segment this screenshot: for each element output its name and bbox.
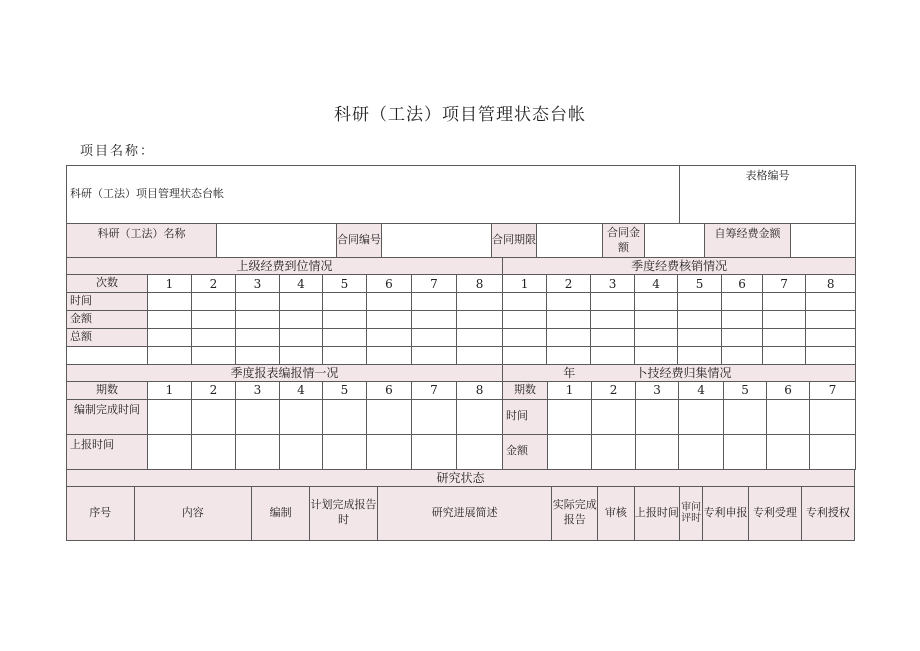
cell[interactable] — [280, 329, 323, 347]
cell[interactable] — [280, 434, 323, 469]
upper-col-number: 5 — [323, 275, 367, 293]
quarterly-report-title: 季度报表编报情一况 — [67, 365, 503, 382]
cell[interactable] — [503, 293, 547, 311]
cell[interactable] — [767, 434, 810, 469]
collect-col-number: 2 — [592, 382, 636, 399]
cell[interactable] — [367, 329, 412, 347]
cell[interactable] — [367, 434, 412, 469]
collect-title: 卜技经费归集情况 — [636, 365, 856, 382]
report-col-number: 7 — [412, 382, 457, 399]
info-table — [66, 223, 856, 258]
cell[interactable] — [192, 399, 236, 434]
cell[interactable] — [591, 347, 635, 365]
collect-time-label: 时间 — [503, 399, 548, 434]
collect-period-label: 期数 — [503, 382, 548, 399]
status-col-header: 上报时间 — [634, 486, 680, 540]
upper-col-number: 1 — [148, 275, 192, 293]
ledger-title-cell: 科研（工法）项目管理状态台帐 — [67, 166, 680, 224]
cell[interactable] — [591, 329, 635, 347]
cell[interactable] — [412, 311, 457, 329]
cell[interactable] — [367, 399, 412, 434]
upper-funding-title: 上级经费到位情况 — [67, 258, 503, 275]
collect-title-year: 年 — [503, 365, 636, 382]
cell[interactable] — [678, 293, 722, 311]
row-label-time: 时间 — [67, 293, 148, 311]
quarterly-col-number: 8 — [806, 275, 856, 293]
cell[interactable] — [547, 311, 591, 329]
cell[interactable] — [323, 293, 367, 311]
upper-col-number: 8 — [457, 275, 503, 293]
cell[interactable] — [636, 399, 679, 434]
cell[interactable] — [192, 347, 236, 365]
upper-col-number: 6 — [367, 275, 412, 293]
cell[interactable] — [678, 311, 722, 329]
cell[interactable] — [280, 293, 323, 311]
reports-table — [66, 364, 856, 469]
page-title: 科研（工法）项目管理状态台帐 — [334, 105, 586, 125]
cell[interactable] — [367, 293, 412, 311]
quarterly-col-number: 1 — [503, 275, 547, 293]
upper-col-number: 3 — [236, 275, 280, 293]
cell[interactable] — [280, 399, 323, 434]
cell[interactable] — [323, 311, 367, 329]
report-col-number: 4 — [280, 382, 323, 399]
collect-col-number: 3 — [636, 382, 679, 399]
cell[interactable] — [810, 399, 856, 434]
ledger-sheet — [66, 165, 855, 541]
contract-period-label: 合同期限 — [492, 224, 537, 258]
status-col-header: 专利授权 — [801, 486, 854, 540]
cell[interactable] — [635, 347, 678, 365]
cell[interactable] — [367, 347, 412, 365]
cell[interactable] — [763, 329, 806, 347]
cell[interactable] — [806, 347, 856, 365]
cell[interactable] — [236, 399, 280, 434]
status-col-header: 研究进展简述 — [377, 486, 552, 540]
cell[interactable] — [678, 347, 722, 365]
cell[interactable] — [412, 347, 457, 365]
project-name-label-cell: 科研（工法）名称 — [67, 224, 217, 258]
cell[interactable] — [503, 347, 547, 365]
cell[interactable] — [148, 329, 192, 347]
completion-time-label: 编制完成时间 — [67, 399, 148, 434]
cell[interactable] — [678, 329, 722, 347]
period-label: 期数 — [67, 382, 148, 399]
self-funded-value[interactable] — [791, 224, 856, 258]
cell[interactable] — [635, 311, 678, 329]
cell[interactable] — [192, 311, 236, 329]
cell[interactable] — [547, 347, 591, 365]
cell[interactable] — [323, 399, 367, 434]
project-name-label: 项目名称： — [80, 144, 156, 159]
cell[interactable] — [148, 347, 192, 365]
cell[interactable] — [722, 311, 763, 329]
cell[interactable] — [592, 434, 636, 469]
cell[interactable] — [635, 293, 678, 311]
status-col-header: 专利申报 — [703, 486, 749, 540]
upper-col-number: 7 — [412, 275, 457, 293]
quarterly-col-number: 2 — [547, 275, 591, 293]
upper-col-number: 4 — [280, 275, 323, 293]
cell[interactable] — [503, 329, 547, 347]
form-number-cell: 表格编号 — [680, 166, 856, 224]
row-label-amount: 金额 — [67, 311, 148, 329]
collect-col-number: 5 — [724, 382, 767, 399]
cell[interactable] — [236, 434, 280, 469]
cell[interactable] — [724, 434, 767, 469]
cell[interactable] — [192, 434, 236, 469]
quarterly-col-number: 5 — [678, 275, 722, 293]
status-col-header: 编制 — [252, 486, 310, 540]
cell[interactable] — [148, 311, 192, 329]
collect-amount-label: 金额 — [503, 434, 548, 469]
cell[interactable] — [280, 311, 323, 329]
contract-no-value[interactable] — [382, 224, 492, 258]
report-col-number: 3 — [236, 382, 280, 399]
header-table — [66, 165, 856, 224]
project-name-value[interactable] — [217, 224, 337, 258]
report-col-number: 8 — [457, 382, 503, 399]
contract-amount-value[interactable] — [645, 224, 705, 258]
cell[interactable] — [724, 399, 767, 434]
report-col-number: 1 — [148, 382, 192, 399]
cell[interactable] — [412, 434, 457, 469]
cell[interactable] — [767, 399, 810, 434]
quarterly-col-number: 6 — [722, 275, 763, 293]
collect-col-number: 7 — [810, 382, 856, 399]
cell[interactable] — [503, 311, 547, 329]
collect-col-number: 4 — [679, 382, 724, 399]
cell[interactable] — [636, 434, 679, 469]
collect-col-number: 6 — [767, 382, 810, 399]
cell[interactable] — [457, 434, 503, 469]
cell[interactable] — [457, 311, 503, 329]
cell[interactable] — [722, 347, 763, 365]
cell[interactable] — [635, 329, 678, 347]
collect-col-number: 1 — [548, 382, 592, 399]
cell[interactable] — [236, 329, 280, 347]
status-table — [66, 469, 855, 541]
quarterly-writeoff-title: 季度经费核销情况 — [503, 258, 856, 275]
quarterly-col-number: 3 — [591, 275, 635, 293]
contract-amount-label: 合同金额 — [603, 224, 645, 258]
cell[interactable] — [457, 399, 503, 434]
upper-col-number: 2 — [192, 275, 236, 293]
report-col-number: 6 — [367, 382, 412, 399]
submit-time-label: 上报时间 — [67, 434, 148, 469]
cell[interactable] — [547, 329, 591, 347]
status-col-header: 序号 — [67, 486, 135, 540]
cell[interactable] — [412, 293, 457, 311]
contract-no-label: 合同编号 — [337, 224, 382, 258]
cell[interactable] — [679, 399, 724, 434]
cell[interactable] — [412, 329, 457, 347]
cell[interactable] — [236, 293, 280, 311]
status-col-header: 内容 — [134, 486, 251, 540]
report-col-number: 5 — [323, 382, 367, 399]
status-col-header: 实际完成报告 — [552, 486, 598, 540]
cell[interactable] — [548, 399, 592, 434]
cell[interactable] — [806, 293, 856, 311]
cell[interactable] — [547, 293, 591, 311]
cell[interactable] — [806, 311, 856, 329]
status-col-header: 审核 — [598, 486, 634, 540]
research-status-title: 研究状态 — [67, 469, 855, 486]
cell[interactable] — [412, 399, 457, 434]
quarterly-col-number: 4 — [635, 275, 678, 293]
cell[interactable] — [367, 311, 412, 329]
cell[interactable] — [591, 311, 635, 329]
cell[interactable] — [148, 399, 192, 434]
status-col-header: 计划完成报告时 — [310, 486, 378, 540]
report-col-number: 2 — [192, 382, 236, 399]
cell[interactable] — [148, 293, 192, 311]
cell[interactable] — [722, 329, 763, 347]
status-col-header: 专利受理 — [748, 486, 801, 540]
status-col-header: 审问评时 — [680, 486, 703, 540]
cell[interactable] — [148, 434, 192, 469]
cell[interactable] — [591, 293, 635, 311]
cell[interactable] — [592, 399, 636, 434]
cell[interactable] — [806, 329, 856, 347]
cell[interactable] — [679, 434, 724, 469]
cell[interactable] — [280, 347, 323, 365]
self-funded-label: 自筹经费金额 — [705, 224, 791, 258]
cell[interactable] — [763, 347, 806, 365]
row-label-times: 次数 — [67, 275, 148, 293]
cell[interactable] — [67, 347, 148, 365]
cell[interactable] — [457, 347, 503, 365]
cell[interactable] — [192, 329, 236, 347]
quarterly-col-number: 7 — [763, 275, 806, 293]
row-label-total: 总额 — [67, 329, 148, 347]
contract-period-value[interactable] — [537, 224, 603, 258]
cell[interactable] — [457, 329, 503, 347]
cell[interactable] — [192, 293, 236, 311]
cell[interactable] — [763, 293, 806, 311]
cell[interactable] — [457, 293, 503, 311]
cell[interactable] — [323, 347, 367, 365]
cell[interactable] — [323, 329, 367, 347]
cell[interactable] — [236, 311, 280, 329]
cell[interactable] — [323, 434, 367, 469]
cell[interactable] — [763, 311, 806, 329]
cell[interactable] — [722, 293, 763, 311]
cell[interactable] — [548, 434, 592, 469]
funding-table — [66, 257, 856, 365]
cell[interactable] — [810, 434, 856, 469]
cell[interactable] — [236, 347, 280, 365]
